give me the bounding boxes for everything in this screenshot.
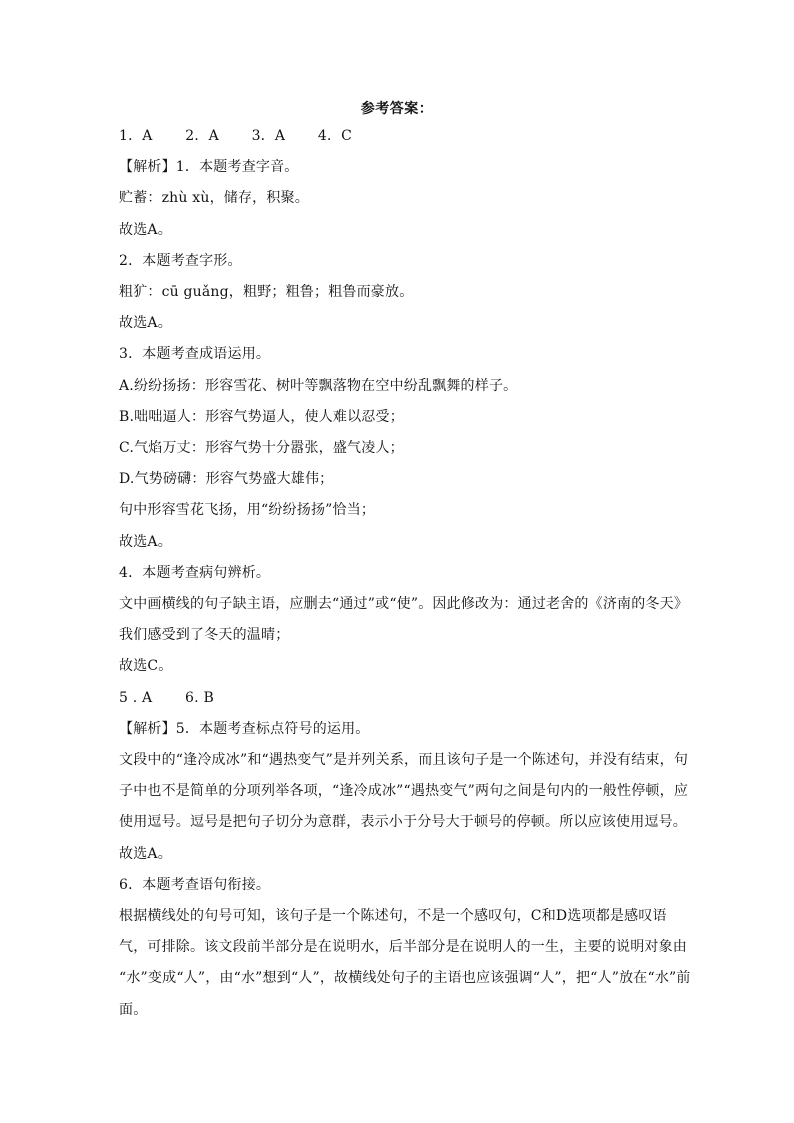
analysis-line: 根据横线处的句号可知，该句子是一个陈述句，不是一个感叹句，C和D选项都是感叹语 [119, 908, 667, 925]
analysis-line: 【解析】5．本题考查标点符号的运用。 [119, 720, 370, 737]
answer-1: 1．A [119, 128, 153, 144]
analysis-line: 使用逗号。逗号是把句子切分为意群，表示小于分号大于顿号的停顿。所以应该使用逗号。 [119, 814, 687, 831]
analysis-line: “水”变成“人”，由“水”想到“人”，故横线处句子的主语也应该强调“人”，把“人”放在“水”前 [119, 970, 691, 987]
analysis-line: 6．本题考查语句衔接。 [119, 876, 271, 893]
analysis-line: 4．本题考查病句辨析。 [119, 564, 271, 581]
analysis-line: 故选A。 [119, 845, 172, 862]
analysis-line: 贮蓄：zhù xù，储存，积聚。 [119, 190, 309, 207]
analysis-line: 3．本题考查成语运用。 [119, 346, 271, 363]
analysis-line: 面。 [119, 1001, 148, 1018]
analysis-line: B.咄咄逼人：形容气势逼人，使人难以忍受； [119, 408, 404, 425]
analysis-line: 【解析】1．本题考查字音。 [119, 159, 299, 176]
analysis-line: 粗犷：cū guǎng，粗野；粗鲁；粗鲁而豪放。 [119, 284, 414, 301]
analysis-line: 气，可排除。该文段前半部分是在说明水，后半部分是在说明人的一生，主要的说明对象由 [119, 939, 687, 956]
analysis-line: A.纷纷扬扬：形容雪花、树叶等飘落物在空中纷乱飘舞的样子。 [119, 377, 518, 394]
answer-2: 2．A [185, 128, 219, 144]
answer-5: 5 . A [119, 689, 153, 706]
analysis-line: 句中形容雪花飞扬，用“纷纷扬扬”恰当； [119, 502, 376, 519]
analysis-line: 故选A。 [119, 315, 172, 332]
analysis-line: 子中也不是简单的分项列举各项，“逢冷成冰”“遇热变气”两句之间是句内的一般性停顿，应 [119, 783, 689, 800]
analysis-line: D.气势磅礴：形容气势盛大雄伟； [119, 471, 334, 488]
answer-content [119, 121, 691, 1026]
analysis-line: 2．本题考查字形。 [119, 252, 242, 269]
analysis-line: 故选C。 [119, 658, 173, 675]
answer-key-row-1 [119, 121, 691, 152]
answer-6: 6. B [185, 689, 214, 706]
answer-key-row-2 [119, 683, 691, 714]
answer-3: 3．A [251, 128, 286, 144]
analysis-line: 文中画横线的句子缺主语，应删去“通过”或“使”。因此修改为：通过老舍的《济南的冬天》 [119, 596, 689, 613]
analysis-line: 故选A。 [119, 533, 172, 550]
analysis-line: 故选A。 [119, 221, 172, 238]
analysis-line: 我们感受到了冬天的温晴； [119, 627, 290, 644]
analysis-line: C.气焰万丈：形容气势十分嚣张，盛气凌人； [119, 440, 404, 457]
answer-4: 4．C [317, 128, 353, 144]
analysis-line: 文段中的“逢冷成冰”和“遇热变气”是并列关系，而且该句子是一个陈述句，并没有结束，句 [119, 752, 689, 769]
page-title: 参考答案： [360, 101, 434, 117]
